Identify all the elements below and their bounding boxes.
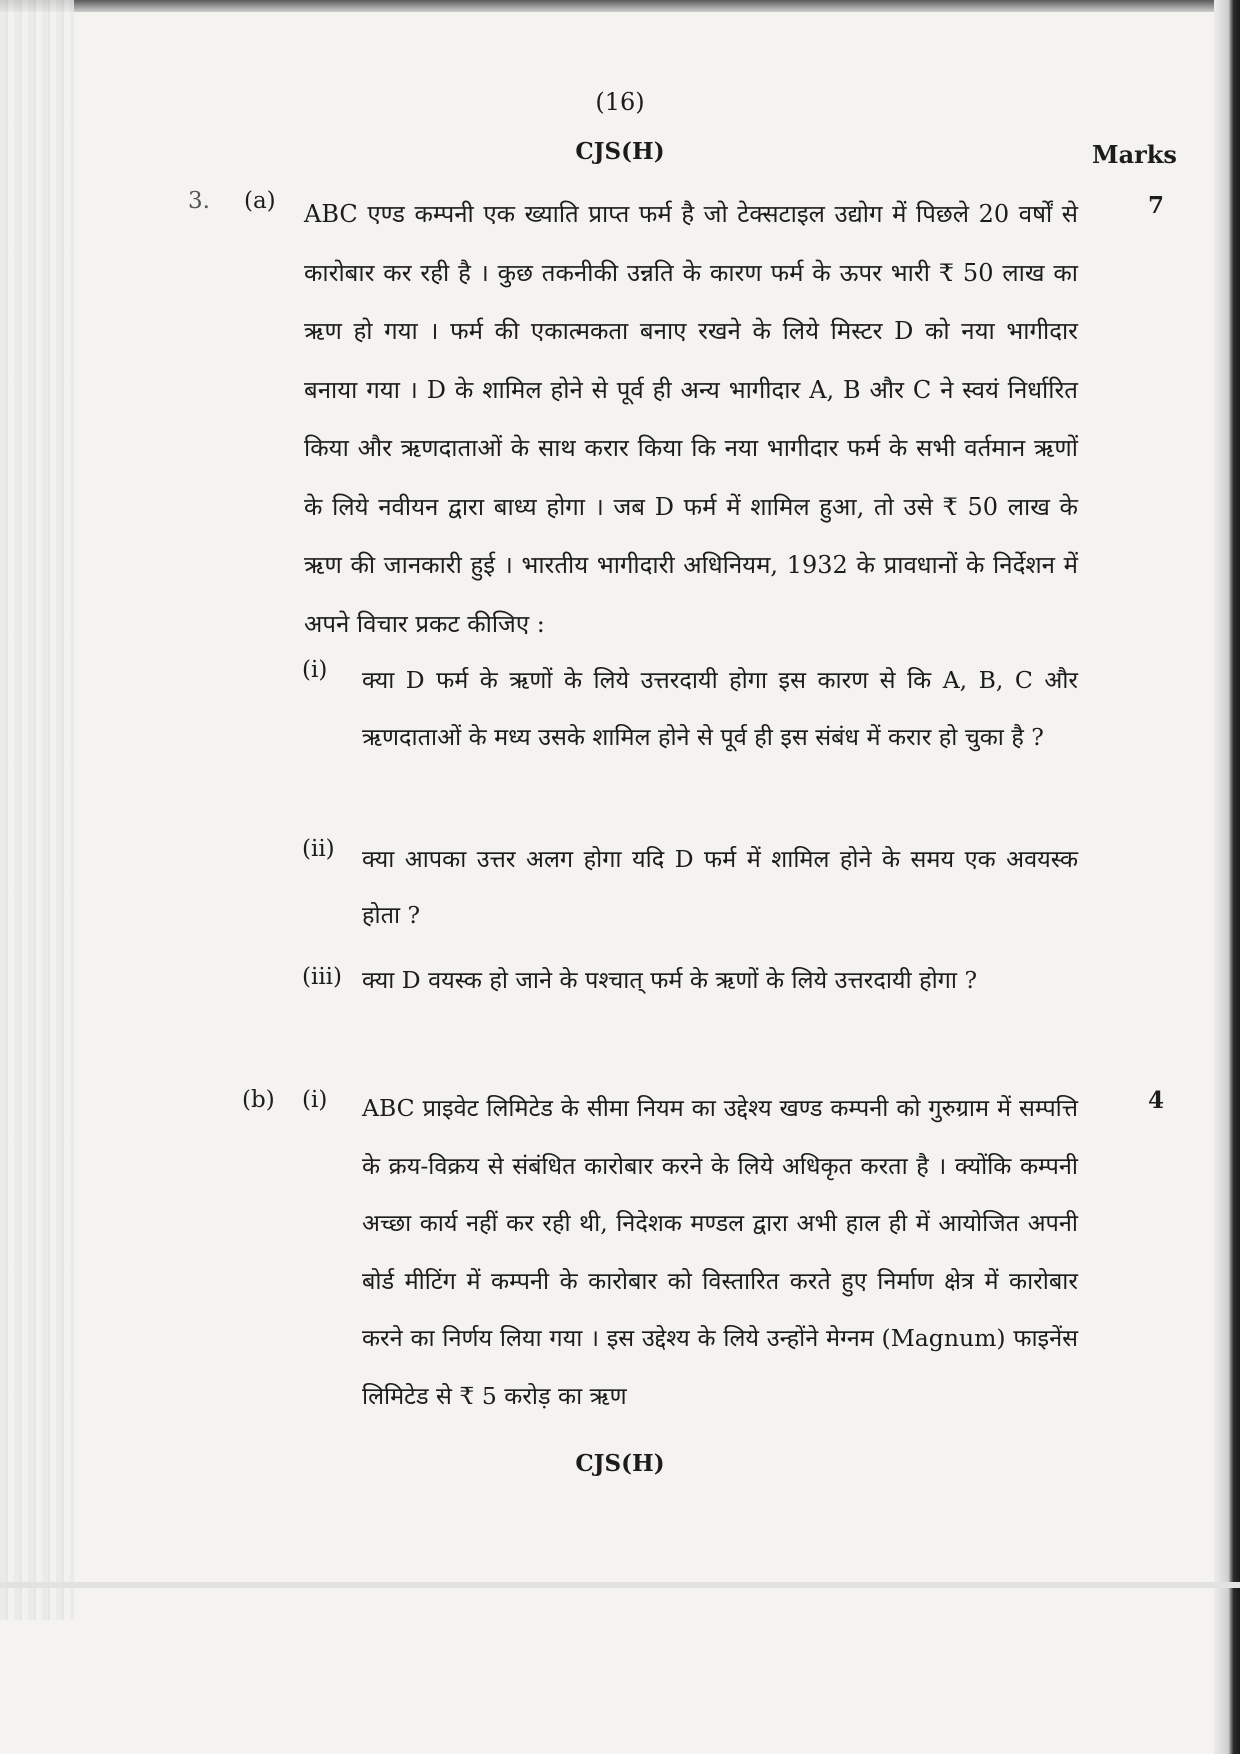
- scan-edge-top: [0, 0, 1240, 12]
- question-number: 3.: [188, 188, 210, 214]
- part-a-text: ABC एण्ड कम्पनी एक ख्याति प्राप्त फर्म है जो टेक्सटाइल उद्योग में पिछले 20 वर्षों से कारोबार कर रही है । कुछ तकनीकी उन्नति के कारण फर्म के ऊपर भारी ₹ 50 लाख का ऋण हो गया । फर्म की एकात्मकता बनाए रखने के लिये मिस्टर D को नया भागीदार बनाया गया । D के शामिल होने से पूर्व ही अन्य भागीदार A, B और C ने स्वयं निर्धारित किया और ऋणदाताओं के साथ करार किया कि नया भागीदार फर्म के सभी वर्तमान ऋणों के लिये नवीयन द्वारा बाध्य होगा । जब D फर्म में शामिल हुआ, तो उसे ₹ 50 लाख के ऋण की जानकारी हुई । भारतीय भागीदारी अधिनियम, 1932 के प्रावधानों के निर्देशन में अपने विचार प्रकट कीजिए :: [304, 200, 1078, 638]
- part-b-label: (b): [242, 1087, 275, 1113]
- paper-code-footer: CJS(H): [575, 1450, 665, 1477]
- scan-edge-left: [0, 0, 74, 1620]
- subquestion-i-label: (i): [302, 657, 328, 683]
- marks-heading: Marks: [1092, 140, 1177, 169]
- subquestion-iii-label: (iii): [302, 964, 343, 990]
- subquestion-i-text: क्या D फर्म के ऋणों के लिये उत्तरदायी होगा इस कारण से कि A, B, C और ऋणदाताओं के मध्य उसके शामिल होने से पूर्व ही इस संबंध में करार हो चुका है ?: [362, 666, 1078, 751]
- subquestion-ii-text: क्या आपका उत्तर अलग होगा यदि D फर्म में शामिल होने के समय एक अवयस्क होता ?: [362, 845, 1078, 929]
- scan-edge-right: [1214, 0, 1240, 1754]
- scan-edge-bottom: [0, 1582, 1240, 1588]
- part-b-text: ABC प्राइवेट लिमिटेड के सीमा नियम का उद्देश्य खण्ड कम्पनी को गुरुग्राम में सम्पत्ति के क्रय-विक्रय से संबंधित कारोबार करने के लिये अधिकृत करता है । क्योंकि कम्पनी अच्छा कार्य नहीं कर रही थी, निदेशक मण्डल द्वारा अभी हाल ही में आयोजित अपनी बोर्ड मीटिंग में कम्पनी के कारोबार को विस्तारित करते हुए निर्माण क्षेत्र में कारोबार करने का निर्णय लिया गया । इस उद्देश्य के लिये उन्होंने मेग्नम (Magnum) फाइनेंस लिमिटेड से ₹ 5 करोड़ का ऋण: [362, 1094, 1078, 1410]
- subquestion-iii-text: क्या D वयस्क हो जाने के पश्चात् फर्म के ऋणों के लिये उत्तरदायी होगा ?: [362, 966, 978, 994]
- part-a-marks: 7: [1147, 192, 1164, 219]
- page-number: (16): [595, 88, 645, 116]
- paper-code-header: CJS(H): [575, 138, 665, 165]
- part-b-marks: 4: [1147, 1087, 1164, 1114]
- part-a-label: (a): [244, 188, 276, 214]
- subquestion-ii-label: (ii): [302, 836, 335, 862]
- part-b-sub-label: (i): [302, 1087, 328, 1113]
